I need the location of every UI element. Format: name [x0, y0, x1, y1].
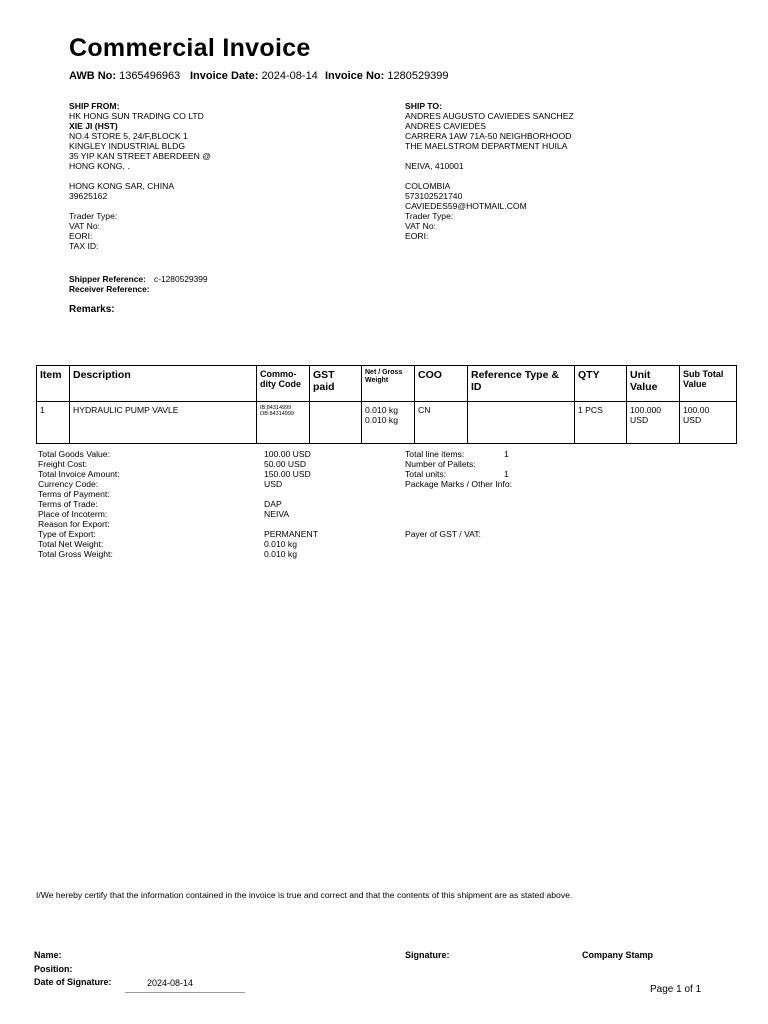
- col-description: Description: [70, 366, 257, 402]
- ship-to-line: CARRERA 1AW 71A-50 NEIGHBORHOOD: [405, 131, 572, 141]
- total-gross-weight: 0.010 kg: [264, 549, 297, 559]
- cell-gst-paid: [310, 402, 362, 444]
- ship-to-line: ANDRES AUGUSTO CAVIEDES SANCHEZ: [405, 111, 574, 121]
- ship-to-trader-type: Trader Type:: [405, 211, 454, 221]
- ship-from-line: XIE JI (HST): [69, 121, 118, 131]
- place-of-incoterm-label: Place of Incoterm:: [38, 509, 108, 519]
- ship-from-line: KINGLEY INDUSTRIAL BLDG: [69, 141, 186, 151]
- ship-from-line: HONG KONG, .: [69, 161, 130, 171]
- awb-value: 1365496963: [119, 70, 181, 82]
- currency-code-label: Currency Code:: [38, 479, 99, 489]
- col-net-gross-weight: Net / Gross Weight: [362, 366, 415, 402]
- ship-from-block: [69, 101, 211, 251]
- ship-from-line: HONG KONG SAR, CHINA: [69, 181, 175, 191]
- ship-to-line: NEIVA, 410001: [405, 161, 464, 171]
- cell-sub-total: [680, 402, 737, 444]
- ship-to-heading: SHIP TO:: [405, 101, 442, 111]
- payer-of-gst-label: Payer of GST / VAT:: [405, 529, 481, 539]
- invoice-date-value: 2024-08-14: [261, 70, 318, 82]
- company-stamp-label: Company Stamp: [582, 950, 654, 960]
- invoice-title: Commercial Invoice: [69, 34, 311, 62]
- terms-of-trade-label: Terms of Trade:: [38, 499, 98, 509]
- awb-number: [69, 70, 180, 82]
- freight-cost-label: Freight Cost:: [38, 459, 88, 469]
- page-number: Page 1 of 1: [650, 984, 702, 995]
- total-net-weight: 0.010 kg: [264, 539, 297, 549]
- ship-from-vat: VAT No:: [69, 221, 101, 231]
- terms-of-payment-label: Terms of Payment:: [38, 489, 110, 499]
- ship-from-line: 39625162: [69, 191, 108, 201]
- totals-right-labels: [405, 449, 512, 489]
- reason-for-export: [264, 519, 318, 529]
- gross-weight: 0.010 kg: [365, 415, 398, 425]
- sub-total-currency: USD: [683, 415, 702, 425]
- signature-label: Signature:: [405, 950, 450, 960]
- table-row: [37, 402, 737, 444]
- ship-from-eori: EORI:: [69, 231, 93, 241]
- unit-value-amount: 100.000: [630, 405, 662, 415]
- col-reference: Reference Type & ID: [468, 366, 575, 402]
- type-of-export: PERMANENT: [264, 529, 318, 539]
- totals-values: [264, 449, 318, 559]
- cell-qty: 1 PCS: [575, 402, 627, 444]
- net-weight: 0.010 kg: [365, 405, 398, 415]
- invoice-number-label: Invoice No:: [325, 70, 385, 82]
- cell-reference: [468, 402, 575, 444]
- invoice-date: [190, 70, 318, 82]
- line-items-table: [36, 365, 737, 444]
- invoice-number: [325, 70, 449, 82]
- cell-item: 1: [37, 402, 70, 444]
- ship-from-line: 35 YIP KAN STREET ABERDEEN @: [69, 151, 211, 161]
- reason-for-export-label: Reason for Export:: [38, 519, 110, 529]
- ship-to-line: ANDRES CAVIEDES: [405, 121, 487, 131]
- position-label: Position:: [34, 964, 73, 974]
- cell-net-gross: [362, 402, 415, 444]
- ship-from-tax-id: TAX ID:: [69, 241, 99, 251]
- shipper-reference-label: Shipper Reference:: [69, 274, 146, 284]
- awb-label: AWB No:: [69, 70, 117, 82]
- date-of-signature-label: Date of Signature:: [34, 977, 112, 987]
- col-coo: COO: [415, 366, 468, 402]
- cell-commodity-code: [257, 402, 310, 444]
- col-sub-total-value: Sub Total Value: [680, 366, 737, 402]
- total-invoice-amount: 150.00 USD: [264, 469, 311, 479]
- package-marks-label: Package Marks / Other Info:: [405, 479, 512, 489]
- total-invoice-amount-label: Total Invoice Amount:: [38, 469, 120, 479]
- ship-from-line: HK HONG SUN TRADING CO LTD: [69, 111, 204, 121]
- place-of-incoterm: NEIVA: [264, 509, 290, 519]
- col-commodity-code: Commo-dity Code: [257, 366, 310, 402]
- date-signature-line: [125, 992, 245, 993]
- col-qty: QTY: [575, 366, 627, 402]
- ship-to-block: [405, 101, 574, 241]
- ship-from-trader-type: Trader Type:: [69, 211, 118, 221]
- date-of-signature-value: 2024-08-14: [147, 978, 194, 988]
- col-gst-paid: GST paid: [310, 366, 362, 402]
- totals-labels: [38, 449, 120, 559]
- freight-cost: 50.00 USD: [264, 459, 307, 469]
- col-item: Item: [37, 366, 70, 402]
- sub-total-amount: 100.00: [683, 405, 710, 415]
- totals-right-values: [504, 449, 509, 479]
- receiver-reference-label: Receiver Reference:: [69, 284, 150, 294]
- total-goods-value-label: Total Goods Value:: [38, 449, 110, 459]
- ship-to-line: 573102521740: [405, 191, 463, 201]
- currency-code: USD: [264, 479, 283, 489]
- commodity-ib: IB:84314999: [260, 405, 292, 411]
- terms-of-trade: DAP: [264, 499, 282, 509]
- ship-from-line: NO.4 STORE 5, 24/F,BLOCK 1: [69, 131, 188, 141]
- shipper-reference-value: c-1280529399: [154, 274, 208, 284]
- table-header-row: [37, 366, 737, 402]
- number-of-pallets-label: Number of Pallets:: [405, 459, 476, 469]
- ship-to-line: CAVIEDES59@HOTMAIL.COM: [405, 201, 527, 211]
- ship-to-line: COLOMBIA: [405, 181, 451, 191]
- ship-from-heading: SHIP FROM:: [69, 101, 120, 111]
- cell-coo: CN: [415, 402, 468, 444]
- ship-to-vat: VAT No:: [405, 221, 437, 231]
- total-goods-value: 100.00 USD: [264, 449, 311, 459]
- name-label: Name:: [34, 950, 62, 960]
- unit-value-currency: USD: [630, 415, 649, 425]
- total-units: 1: [504, 469, 509, 479]
- cell-unit-value: [627, 402, 680, 444]
- total-units-label: Total units:: [405, 469, 447, 479]
- references: [69, 274, 208, 294]
- type-of-export-label: Type of Export:: [38, 529, 96, 539]
- certification-statement: I/We hereby certify that the information contained in the invoice is true and correct and that the contents of this shipment are as stated above.: [36, 890, 573, 900]
- total-line-items: 1: [504, 449, 509, 459]
- total-gross-weight-label: Total Gross Weight:: [38, 549, 113, 559]
- terms-of-payment: [264, 489, 318, 499]
- ship-to-eori: EORI:: [405, 231, 429, 241]
- col-unit-value: Unit Value: [627, 366, 680, 402]
- invoice-number-value: 1280529399: [387, 70, 449, 82]
- total-net-weight-label: Total Net Weight:: [38, 539, 104, 549]
- ship-to-line: THE MAELSTROM DEPARTMENT HUILA: [405, 141, 568, 151]
- remarks-label: Remarks:: [69, 304, 115, 315]
- total-line-items-label: Total line items:: [405, 449, 465, 459]
- number-of-pallets: [504, 459, 509, 469]
- commodity-ob: OB:84314999: [260, 411, 294, 417]
- cell-description: HYDRAULIC PUMP VAVLE: [70, 402, 257, 444]
- invoice-date-label: Invoice Date:: [190, 70, 259, 82]
